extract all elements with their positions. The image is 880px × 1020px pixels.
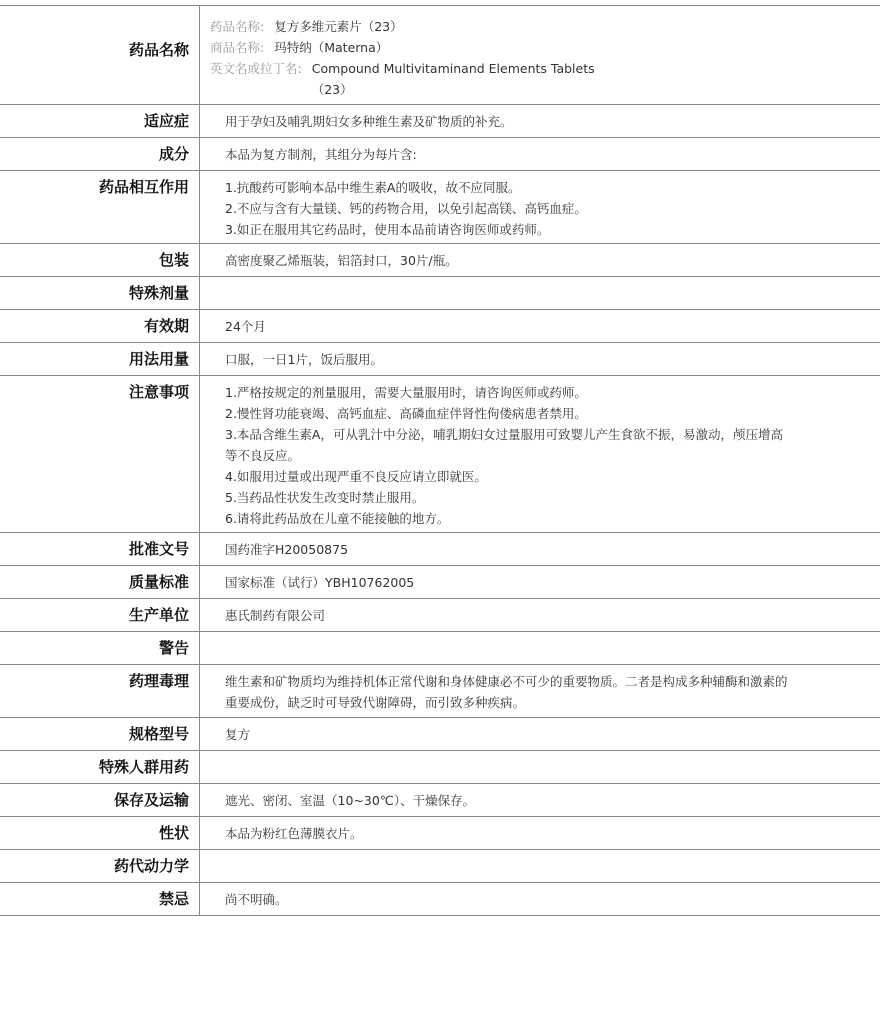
- value-composition: [200, 138, 880, 170]
- generic-name-line: [210, 16, 870, 37]
- value-precautions: [200, 376, 880, 532]
- value-specification: [200, 718, 880, 750]
- row-drug-name: [0, 6, 880, 105]
- label-contraindications: 禁忌: [0, 883, 200, 915]
- value-pharmacokinetics: [200, 850, 880, 882]
- text-line: 口服，一日1片，饭后服用。: [225, 352, 383, 367]
- row-precautions: [0, 376, 880, 533]
- row-pharmacokinetics: [0, 850, 880, 883]
- label-interactions: 药品相互作用: [0, 171, 200, 243]
- row-approval: [0, 533, 880, 566]
- value-standard: [200, 566, 880, 598]
- value-packaging: [200, 244, 880, 276]
- row-warning: [0, 632, 880, 665]
- row-interactions: [0, 171, 880, 244]
- english-name-line: [210, 58, 870, 100]
- text-line: 复方: [225, 727, 251, 742]
- label-composition: 成分: [0, 138, 200, 170]
- text-line: 1.严格按规定的剂量服用，需要大量服用时，请咨询医师或药师。: [225, 385, 587, 400]
- value-approval: [200, 533, 880, 565]
- text-line: 惠氏制药有限公司: [225, 608, 326, 623]
- value-warning: [200, 632, 880, 664]
- value-special-dosage: [200, 277, 880, 309]
- label-indications: 适应症: [0, 105, 200, 137]
- text-line: 遮光、密闭、室温（10~30℃）、干燥保存。: [225, 793, 476, 808]
- row-special-dosage: [0, 277, 880, 310]
- value-appearance: [200, 817, 880, 849]
- text-line: 24个月: [225, 319, 266, 334]
- text-line: 4.如服用过量或出现严重不良反应请立即就医。: [225, 469, 487, 484]
- label-storage: 保存及运输: [0, 784, 200, 816]
- label-specification: 规格型号: [0, 718, 200, 750]
- label-standard: 质量标准: [0, 566, 200, 598]
- value-pharmacology: [200, 665, 880, 717]
- label-manufacturer: 生产单位: [0, 599, 200, 631]
- trade-name-key: 商品名称:: [210, 40, 265, 55]
- trade-name-value: 玛特纳（Materna）: [274, 40, 389, 55]
- text-line: 尚不明确。: [225, 892, 288, 907]
- row-manufacturer: [0, 599, 880, 632]
- label-precautions: 注意事项: [0, 376, 200, 532]
- text-line: 2.慢性肾功能衰竭、高钙血症、高磷血症伴肾性佝偻病患者禁用。: [225, 406, 587, 421]
- row-storage: [0, 784, 880, 817]
- label-packaging: 包装: [0, 244, 200, 276]
- value-manufacturer: [200, 599, 880, 631]
- value-contraindications: [200, 883, 880, 915]
- label-pharmacokinetics: 药代动力学: [0, 850, 200, 882]
- english-name-key: 英文名或拉丁名:: [210, 61, 302, 76]
- text-line: 1.抗酸药可影响本品中维生素A的吸收，故不应同服。: [225, 180, 521, 195]
- text-line: 国家标准（试行）YBH10762005: [225, 575, 415, 590]
- value-shelf-life: [200, 310, 880, 342]
- text-line: 本品为粉红色薄膜衣片。: [225, 826, 363, 841]
- row-pharmacology: [0, 665, 880, 718]
- text-line: 本品为复方制剂，其组分为每片含:: [225, 147, 417, 162]
- english-name-value: Compound Multivitaminand Elements Tablets （23）: [311, 61, 595, 97]
- trade-name-line: [210, 37, 870, 58]
- drug-info-table: [0, 5, 880, 916]
- row-special-population: [0, 751, 880, 784]
- row-contraindications: [0, 883, 880, 916]
- text-line: 维生素和矿物质均为维持机体正常代谢和身体健康必不可少的重要物质。二者是构成多种辅酶和激素的重要成份，缺乏时可导致代谢障碍，而引致多种疾病。: [225, 674, 788, 710]
- text-line: 2.不应与含有大量镁、钙的药物合用，以免引起高镁、高钙血症。: [225, 201, 587, 216]
- value-interactions: [200, 171, 880, 243]
- label-pharmacology: 药理毒理: [0, 665, 200, 717]
- row-packaging: [0, 244, 880, 277]
- label-special-population: 特殊人群用药: [0, 751, 200, 783]
- row-appearance: [0, 817, 880, 850]
- row-composition: [0, 138, 880, 171]
- text-line: 用于孕妇及哺乳期妇女多种维生素及矿物质的补充。: [225, 114, 513, 129]
- text-line: 高密度聚乙烯瓶装，铝箔封口，30片/瓶。: [225, 253, 458, 268]
- row-usage: [0, 343, 880, 376]
- label-special-dosage: 特殊剂量: [0, 277, 200, 309]
- row-specification: [0, 718, 880, 751]
- label-shelf-life: 有效期: [0, 310, 200, 342]
- label-usage: 用法用量: [0, 343, 200, 375]
- label-appearance: 性状: [0, 817, 200, 849]
- row-indications: [0, 105, 880, 138]
- text-line: 6.请将此药品放在儿童不能接触的地方。: [225, 511, 450, 526]
- text-line: 5.当药品性状发生改变时禁止服用。: [225, 490, 425, 505]
- drug-name-values: [200, 6, 880, 104]
- label-approval: 批准文号: [0, 533, 200, 565]
- value-storage: [200, 784, 880, 816]
- row-standard: [0, 566, 880, 599]
- text-line: 3.如正在服用其它药品时，使用本品前请咨询医师或药师。: [225, 222, 550, 237]
- label-drug-name: 药品名称: [0, 6, 200, 104]
- text-line: 3.本品含维生素A，可从乳汁中分泌，哺乳期妇女过量服用可致婴儿产生食欲不振，易激动，颅压增高等不良反应。: [225, 427, 783, 463]
- generic-name-key: 药品名称:: [210, 19, 265, 34]
- generic-name-value: 复方多维元素片（23）: [274, 19, 403, 34]
- text-line: 国药准字H20050875: [225, 542, 349, 557]
- value-usage: [200, 343, 880, 375]
- label-warning: 警告: [0, 632, 200, 664]
- value-indications: [200, 105, 880, 137]
- row-shelf-life: [0, 310, 880, 343]
- value-special-population: [200, 751, 880, 783]
